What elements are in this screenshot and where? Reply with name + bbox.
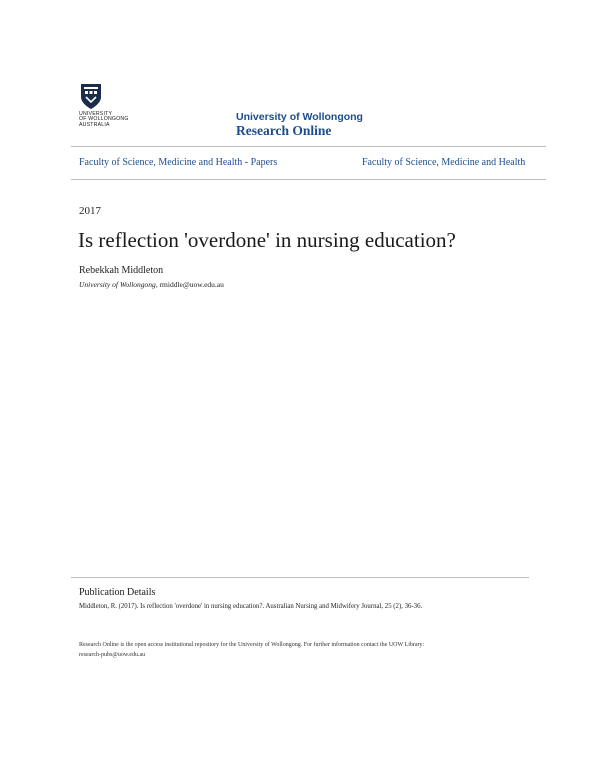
logo-line: UNIVERSITY xyxy=(79,111,113,117)
author-affiliation xyxy=(79,280,224,289)
university-name[interactable]: University of Wollongong xyxy=(236,111,363,123)
collection-link-faculty[interactable]: Faculty of Science, Medicine and Health xyxy=(362,157,526,168)
publication-year: 2017 xyxy=(79,205,101,217)
repository-header xyxy=(236,111,363,139)
university-crest-icon xyxy=(79,82,103,110)
footer-email-link[interactable]: research-pubs@uow.edu.au xyxy=(79,652,146,658)
logo-line: AUSTRALIA xyxy=(79,121,110,128)
footer-text: Research Online is the open access institutional repository for the University of Wollongong. For further information contact the UOW Library: xyxy=(79,642,425,648)
affiliation-institution: University of Wollongong xyxy=(79,280,156,289)
repository-name[interactable]: Research Online xyxy=(236,123,332,138)
author-name: Rebekkah Middleton xyxy=(79,265,164,276)
logo-line: OF WOLLONGONG xyxy=(79,116,129,123)
publication-citation: Middleton, R. (2017). Is reflection 'overdone' in nursing education?. Australian Nursing and Midwifery Journal, 25 (2), 36-36. xyxy=(79,603,423,610)
header-divider-top xyxy=(71,146,546,147)
publication-details-heading: Publication Details xyxy=(79,587,156,598)
university-logo xyxy=(79,82,149,136)
repository-footer xyxy=(79,640,519,660)
header-divider-bottom xyxy=(71,179,546,180)
logo-wordmark xyxy=(79,112,129,128)
affiliation-email[interactable]: , rmiddle@uow.edu.au xyxy=(155,280,224,289)
paper-title: Is reflection 'overdone' in nursing education? xyxy=(78,228,456,252)
publication-divider xyxy=(71,577,529,578)
collection-link-papers[interactable]: Faculty of Science, Medicine and Health - Papers xyxy=(79,157,278,168)
